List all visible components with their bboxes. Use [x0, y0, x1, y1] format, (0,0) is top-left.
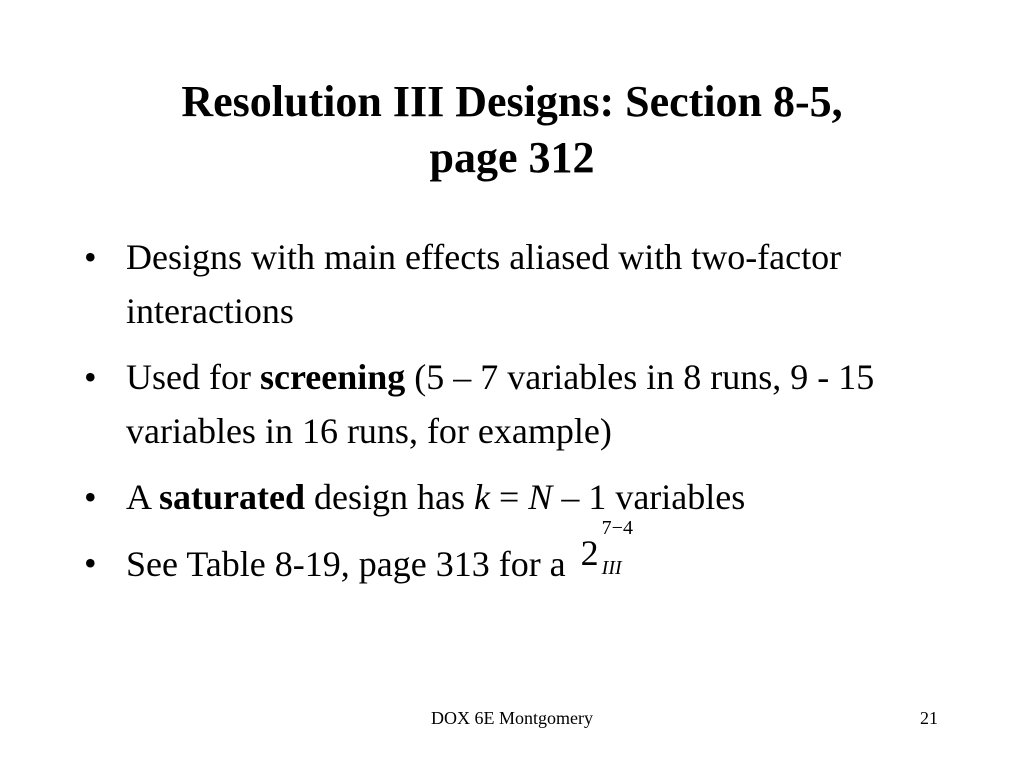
bullet-item-screening	[80, 350, 950, 458]
math-subscript: III	[601, 557, 622, 579]
slide-title	[60, 74, 964, 186]
bullet-list	[80, 230, 950, 591]
title-line-2: page 312	[429, 133, 595, 182]
bullet-text-pre: Used for	[126, 357, 260, 397]
bullet-dot: •	[84, 237, 97, 277]
bullet-text-bold: screening	[259, 357, 406, 397]
bullet-item-aliasing	[80, 230, 950, 338]
variable-n: N	[528, 477, 553, 517]
bullet-text-bold: saturated	[159, 477, 306, 517]
variable-k: k	[474, 477, 490, 517]
bullet-item-saturated	[80, 470, 950, 524]
bullet-dot: •	[84, 543, 97, 583]
bullet-dot: •	[84, 357, 97, 397]
equals-sign: =	[489, 477, 529, 517]
footer-text: DOX 6E Montgomery	[431, 708, 593, 728]
math-superscript: 7−4	[601, 517, 633, 539]
bullet-text-pre: A	[126, 477, 160, 517]
bullet-text-post: – 1 variables	[552, 477, 746, 517]
bullet-text: See Table 8-19, page 313 for a	[126, 544, 575, 584]
bullet-item-table	[80, 517, 950, 591]
bullet-text-post: (5 – 7 variables in 8 runs, 9 - 15 variables in 16 runs, for example)	[126, 357, 875, 451]
bullet-text-mid: design has	[305, 477, 474, 517]
slide-number: 21	[920, 708, 938, 728]
fractional-factorial-notation	[575, 517, 645, 579]
bullet-dot: •	[84, 477, 97, 517]
title-line-1: Resolution III Designs: Section 8-5,	[181, 77, 843, 126]
math-base: 2	[580, 533, 599, 573]
bullet-text: Designs with main effects aliased with two-factor interactions	[126, 237, 842, 331]
